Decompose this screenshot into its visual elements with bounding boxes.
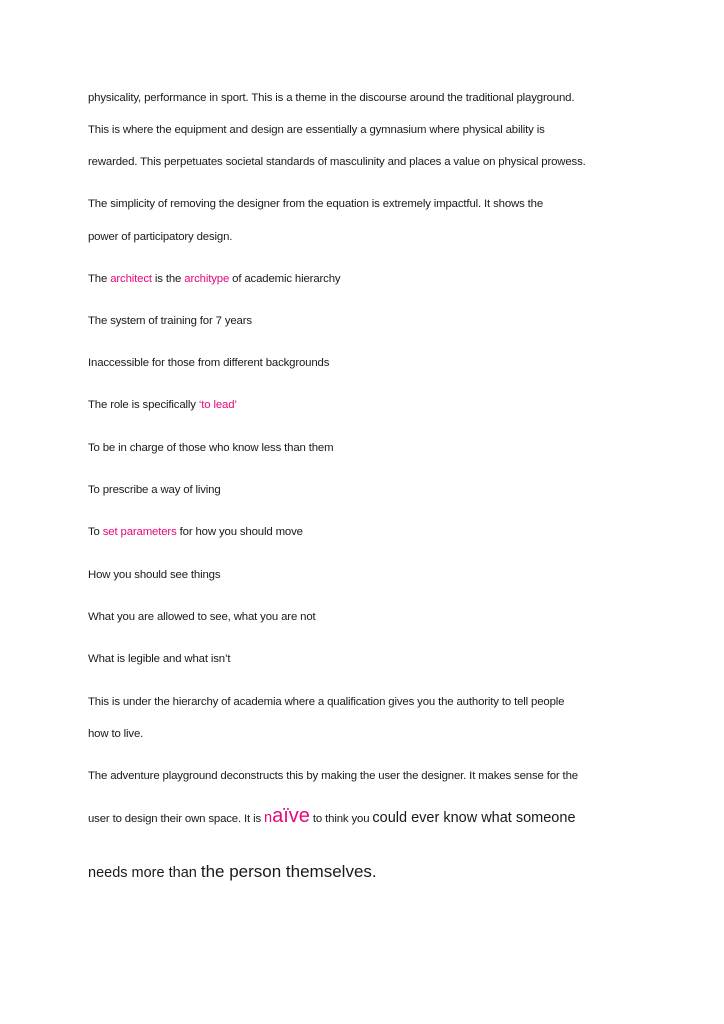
list-line: The system of training for 7 years — [88, 315, 252, 327]
text: is the — [151, 273, 185, 285]
paragraph-line: The simplicity of removing the designer from the equation is extremely impactful. It shows the — [88, 198, 544, 210]
list-line: To prescribe a way of living — [88, 484, 221, 496]
highlight-architype: architype — [184, 273, 230, 285]
text: user to design their own space. It is — [88, 813, 265, 825]
last-line — [88, 860, 377, 886]
text: To — [88, 526, 103, 538]
text: for how you should move — [176, 526, 303, 538]
text: to think you — [309, 813, 373, 825]
text: of academic hierarchy — [229, 273, 341, 285]
paragraph-line: rewarded. This perpetuates societal standards of masculinity and places a value on physical prowess. — [88, 156, 586, 168]
list-line: How you should see things — [88, 569, 221, 581]
paragraph-line: The adventure playground deconstructs this by making the user the designer. It makes sense for the — [88, 770, 578, 782]
list-line: What you are allowed to see, what you are not — [88, 611, 316, 623]
lead-line — [88, 398, 237, 412]
paragraph-line: physicality, performance in sport. This is a theme in the discourse around the traditional playground. — [88, 92, 575, 104]
highlight-aive: aïve — [272, 805, 310, 827]
naive-line — [88, 804, 576, 831]
highlight-set-parameters: set parameters — [102, 526, 177, 538]
text: The role is specifically — [88, 399, 199, 411]
list-line: What is legible and what isn’t — [88, 653, 231, 665]
highlight-architect: architect — [110, 273, 152, 285]
list-line: To be in charge of those who know less than them — [88, 442, 334, 454]
paragraph-line: power of participatory design. — [88, 231, 233, 243]
text: needs more than — [88, 865, 201, 881]
paragraph-line: how to live. — [88, 728, 144, 740]
highlight-to-lead: ‘to lead’ — [198, 399, 237, 411]
text: The — [88, 273, 111, 285]
list-line: Inaccessible for those from different backgrounds — [88, 357, 330, 369]
paragraph-line: This is where the equipment and design are essentially a gymnasium where physical ability is — [88, 124, 545, 136]
paragraph-line: This is under the hierarchy of academia where a qualification gives you the authority to tell people — [88, 696, 565, 708]
architect-line — [88, 272, 340, 286]
highlight-n: n — [264, 810, 273, 826]
text-larger: could ever know what someone — [372, 810, 576, 826]
parameters-line — [88, 525, 303, 539]
text-largest: the person themselves. — [200, 862, 377, 881]
